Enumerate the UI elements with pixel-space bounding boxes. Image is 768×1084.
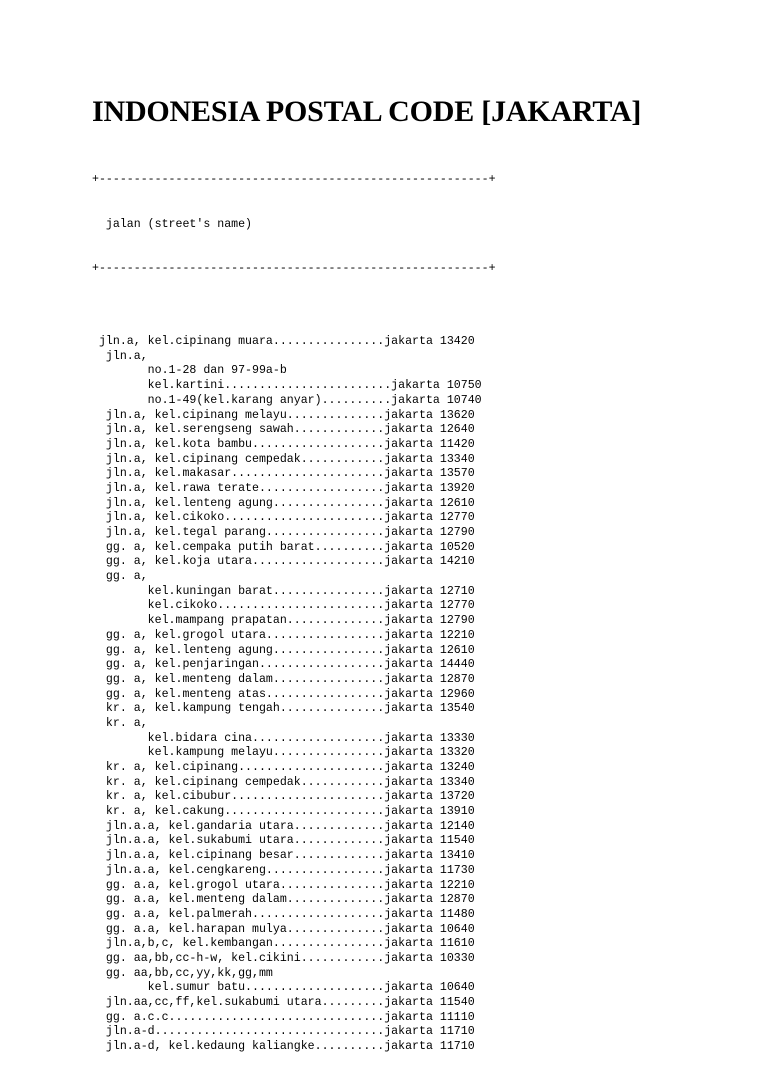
listing-line: kel.bidara cina...................jakarta 13330	[92, 731, 475, 745]
listing-line: gg. a.c.c...............................jakarta 11110	[92, 1010, 475, 1024]
listing-line	[92, 320, 496, 335]
listing-line: no.1-28 dan 97-99a-b	[92, 364, 287, 378]
listing-line: kel.sumur batu....................jakarta 10640	[92, 981, 475, 995]
listing-line: kr. a, kel.cipinang.....................jakarta 13240	[92, 761, 475, 774]
listing-line: jln.a, kel.cipinang muara................jakarta 13420	[92, 335, 475, 349]
listing-rows	[92, 306, 496, 1055]
listing-line: jln.a.a, kel.cengkareng.................jakarta 11730	[92, 863, 475, 877]
listing-line: jln.a,	[92, 349, 148, 363]
listing-line: kel.mampang prapatan..............jakarta 12790	[92, 614, 475, 628]
listing-line: gg. a, kel.menteng dalam................jakarta 12870	[92, 672, 475, 686]
listing-line: kel.kampung melayu................jakarta 13320	[92, 746, 475, 760]
listing-line: kr. a, kel.cibubur......................jakarta 13720	[92, 790, 475, 804]
header-box-top-border: +--------------------------------------------------------+	[92, 173, 496, 187]
listing-line: gg. aa,bb,cc,yy,kk,gg,mm	[92, 966, 273, 980]
listing-line: gg. a, kel.lenteng agung................jakarta 12610	[92, 643, 475, 657]
listing-line: jln.a, kel.cipinang cempedak............jakarta 13340	[92, 452, 475, 466]
listing-line: gg. a, kel.menteng atas.................jakarta 12960	[92, 687, 475, 701]
listing-line: jln.a, kel.tegal parang.................jakarta 12790	[92, 526, 475, 539]
listing-line: jln.a, kel.serengseng sawah.............jakarta 12640	[92, 423, 475, 437]
page-title: INDONESIA POSTAL CODE [JAKARTA]	[92, 95, 642, 128]
postal-code-listing	[92, 144, 496, 1084]
listing-line: gg. a, kel.grogol utara.................jakarta 12210	[92, 628, 475, 642]
listing-line: gg. a.a, kel.palmerah...................jakarta 11480	[92, 907, 475, 921]
listing-line: gg. a, kel.penjaringan..................jakarta 14440	[92, 658, 475, 672]
listing-line: jln.a,b,c, kel.kembangan................jakarta 11610	[92, 937, 475, 951]
listing-line: jln.a-d, kel.kedaung kaliangke..........jakarta 11710	[92, 1040, 475, 1054]
header-box-label: jalan (street's name)	[92, 217, 253, 231]
listing-line: jln.a, kel.cikoko.......................jakarta 12770	[92, 511, 475, 525]
listing-line: kel.kuningan barat................jakarta 12710	[92, 584, 475, 598]
listing-line: jln.a, kel.lenteng agung................jakarta 12610	[92, 496, 475, 510]
listing-line: jln.a.a, kel.sukabumi utara.............jakarta 11540	[92, 834, 475, 848]
listing-line: gg. a,	[92, 570, 148, 584]
listing-line: gg. aa,bb,cc-h-w, kel.cikini............jakarta 10330	[92, 951, 475, 965]
listing-line: kr. a, kel.cipinang cempedak............jakarta 13340	[92, 775, 475, 789]
header-box-bottom-border: +--------------------------------------------------------+	[92, 261, 496, 275]
listing-line: kel.cikoko........................jakarta 12770	[92, 599, 475, 613]
listing-line: jln.aa,cc,ff,kel.sukabumi utara.........jakarta 11540	[92, 996, 475, 1009]
listing-line: jln.a, kel.rawa terate..................jakarta 13920	[92, 481, 475, 495]
listing-line: gg. a.a, kel.grogol utara...............jakarta 12210	[92, 878, 475, 892]
listing-line: jln.a, kel.makasar......................jakarta 13570	[92, 467, 475, 481]
listing-line: kel.kartini........................jakarta 10750	[92, 379, 482, 393]
listing-line: gg. a.a, kel.harapan mulya..............jakarta 10640	[92, 922, 475, 936]
listing-line: jln.a.a, kel.gandaria utara.............jakarta 12140	[92, 819, 475, 833]
listing-line: jln.a, kel.kota bambu...................jakarta 11420	[92, 437, 475, 451]
listing-line: gg. a, kel.koja utara...................jakarta 14210	[92, 555, 475, 569]
listing-line: gg. a.a, kel.menteng dalam..............jakarta 12870	[92, 893, 475, 907]
listing-line: kr. a, kel.kampung tengah...............jakarta 13540	[92, 702, 475, 716]
listing-line	[92, 306, 496, 321]
listing-line: jln.a.a, kel.cipinang besar.............jakarta 13410	[92, 849, 475, 863]
listing-line: jln.a-d.................................jakarta 11710	[92, 1025, 475, 1039]
listing-line: no.1-49(kel.karang anyar)..........jakarta 10740	[92, 393, 482, 407]
listing-line: gg. a, kel.cempaka putih barat..........jakarta 10520	[92, 540, 475, 554]
listing-line: kr. a,	[92, 716, 148, 730]
listing-line: jln.a, kel.cipinang melayu..............jakarta 13620	[92, 408, 475, 422]
listing-line: kr. a, kel.cakung.......................jakarta 13910	[92, 805, 475, 819]
